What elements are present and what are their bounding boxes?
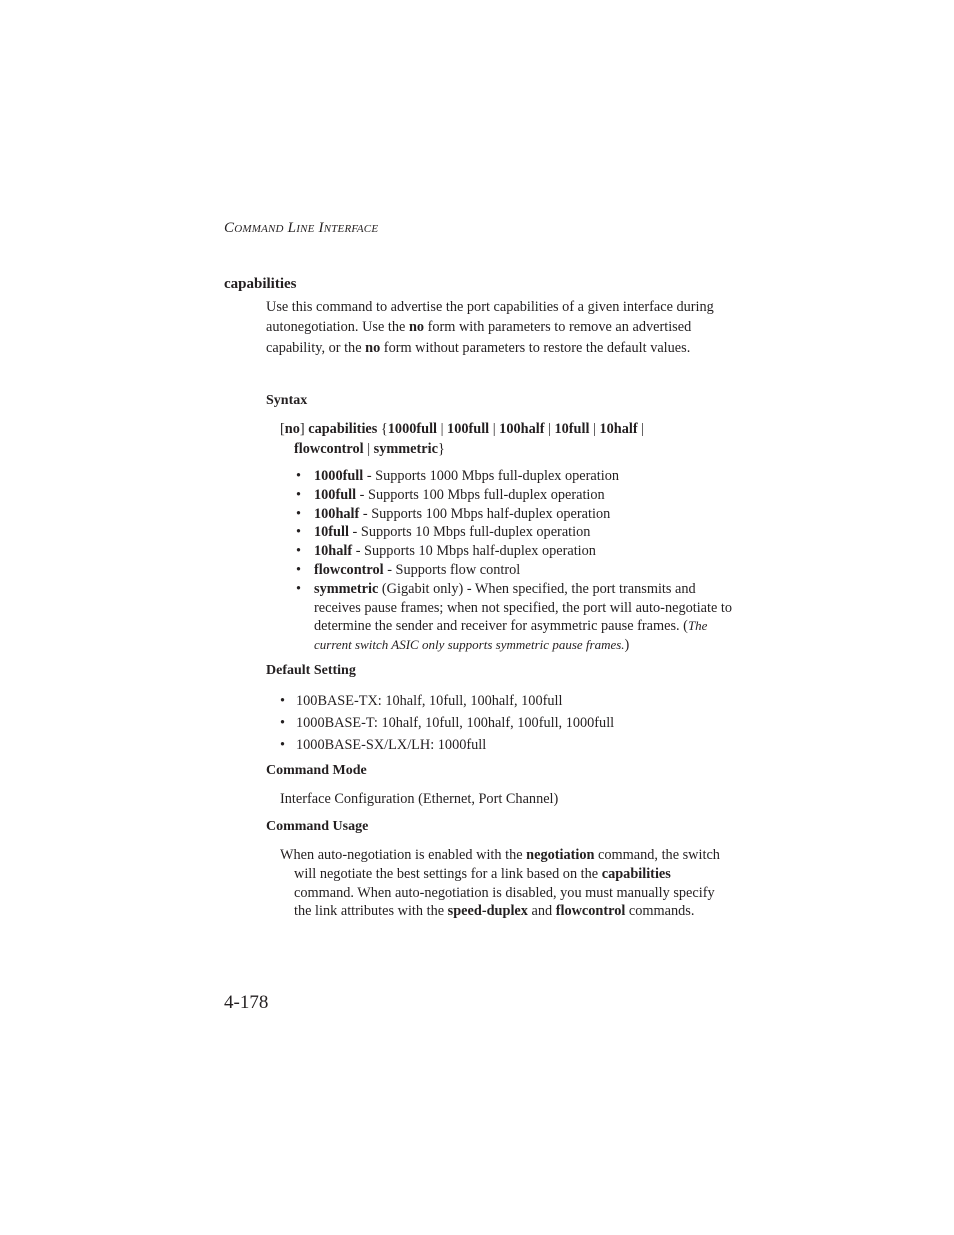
syntax-heading: Syntax <box>266 393 308 408</box>
command-title: capabilities <box>224 276 297 292</box>
list-item: • 1000BASE-SX/LX/LH: 1000full <box>280 734 614 756</box>
syntax-options-list <box>296 467 736 655</box>
command-mode-text: Interface Configuration (Ethernet, Port Channel) <box>280 791 559 807</box>
running-head: COMMAND LINE INTERFACE <box>224 220 379 236</box>
syntax-line: [no] capabilities {1000full | 100full | 100half | 10full | 10half | flowcontrol | symmetric} <box>280 421 645 457</box>
command-usage-text: When auto-negotiation is enabled with the negotiation command, the switch will negotiate the best settings for a link based on the capabilities command. When auto-negotiation is disabled, you must manually specify the link attributes with the speed-duplex and flowcontrol commands. <box>280 847 720 920</box>
list-item: • 10full - Supports 10 Mbps full-duplex operation <box>296 523 736 542</box>
command-mode-heading: Command Mode <box>266 763 367 778</box>
page-number: 4-178 <box>224 992 269 1013</box>
list-item: • 10half - Supports 10 Mbps half-duplex operation <box>296 542 736 561</box>
default-setting-heading: Default Setting <box>266 663 356 678</box>
default-setting-list <box>280 690 614 756</box>
list-item: • flowcontrol - Supports flow control <box>296 561 736 580</box>
list-item: • 100full - Supports 100 Mbps full-duplex operation <box>296 486 736 505</box>
command-usage-heading: Command Usage <box>266 819 369 834</box>
list-item: • 1000full - Supports 1000 Mbps full-duplex operation <box>296 467 736 486</box>
list-item: • 100BASE-TX: 10half, 10full, 100half, 100full <box>280 690 614 712</box>
list-item: • 100half - Supports 100 Mbps half-duplex operation <box>296 505 736 524</box>
list-item: • 1000BASE-T: 10half, 10full, 100half, 100full, 1000full <box>280 712 614 734</box>
list-item: • symmetric (Gigabit only) - When specified, the port transmits and receives pause frames; when not specified, the port will auto-negotiate to determine the sender and receiver for asymmetric pause frames. (The current switch ASIC only supports symmetric pause frames.) <box>296 580 736 655</box>
command-description: Use this command to advertise the port capabilities of a given interface during autonegotiation. Use the no form with parameters to remove an advertised capability, or the no form without parameters to restore the default values. <box>266 299 714 356</box>
